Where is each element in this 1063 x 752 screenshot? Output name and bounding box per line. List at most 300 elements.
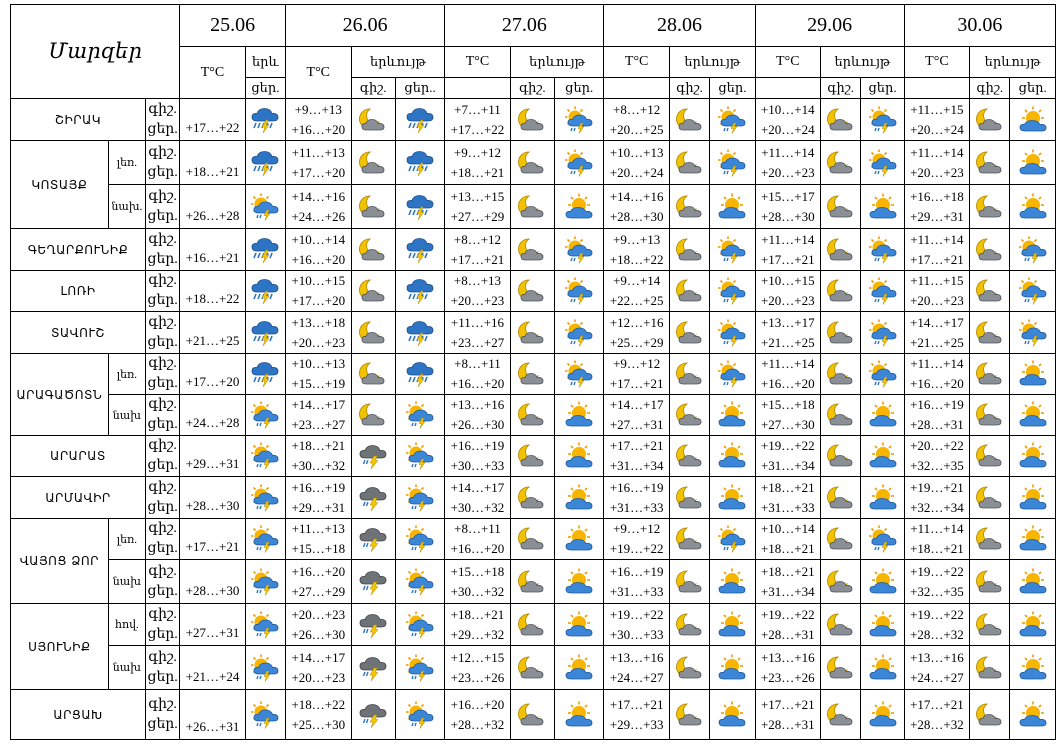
moon-cloud-icon [974, 149, 1006, 177]
night-weather-icon [510, 99, 554, 141]
day-temp-value: +25…+29 [609, 334, 664, 350]
night-temp-value: +8…+13 [453, 273, 502, 288]
day-temp-value: +18…+21 [450, 164, 505, 180]
moon-cloud-icon [516, 654, 548, 682]
day-temperature [180, 185, 245, 229]
night-weather-icon [510, 646, 554, 690]
date-header: 27.06 [445, 5, 604, 47]
night-temp-value: +16…+19 [609, 479, 664, 495]
night-weather-icon [351, 99, 395, 141]
day-temp-value: +20…+23 [760, 293, 815, 308]
moon-cloud-icon [516, 442, 548, 470]
night-weather-icon [510, 604, 554, 646]
moon-cloud-icon [974, 701, 1006, 729]
night-temp-value: +14…+17 [910, 314, 964, 330]
temperature-range [755, 560, 820, 604]
day-weather-icon [555, 519, 604, 560]
day-weather-icon [395, 519, 444, 560]
day-weather-icon [861, 646, 904, 690]
temperature-range [755, 354, 820, 395]
rain-cloud-icon [249, 277, 281, 305]
day-temp-value: +24…+28 [185, 415, 240, 430]
weather-icon [245, 646, 285, 690]
day-temp-value: +29…+31 [291, 499, 346, 515]
day-weather-icon [861, 560, 904, 604]
moon-cloud-icon [825, 525, 857, 553]
day-weather-icon [710, 312, 755, 354]
moon-cloud-icon [825, 568, 857, 596]
day-temp-value: +24…+27 [910, 669, 964, 685]
temperature-range [904, 477, 969, 519]
sun-cloud-icon [563, 484, 595, 512]
temp-header: T°C [180, 47, 245, 99]
time-of-day-labels [146, 354, 180, 395]
day-temp-value: +32…+35 [910, 583, 964, 599]
table-row [11, 185, 1056, 229]
night-label: գիշ. [148, 563, 177, 579]
night-label: գիշ. [148, 606, 177, 622]
night-temp-value: +14…+17 [609, 397, 664, 412]
day-temp-value: +20…+24 [910, 121, 964, 137]
night-temp-value: +11…+16 [450, 314, 505, 330]
temperature-range [904, 519, 969, 560]
region-name: ԱՐԱԳԱԾՈՏՆ [11, 354, 109, 436]
day-temp-value: +24…+27 [609, 669, 664, 685]
day-temperature [180, 519, 245, 560]
phenomenon-header: երևույթ [351, 47, 445, 78]
day-weather-icon [1010, 185, 1056, 229]
day-weather-icon [710, 604, 755, 646]
day-temp-value: +30…+32 [450, 583, 505, 599]
day-temp-value: +24…+26 [291, 208, 346, 224]
day-temp-value: +20…+23 [910, 164, 964, 180]
moon-cloud-icon [516, 401, 548, 429]
day-weather-icon [555, 271, 604, 312]
night-weather-icon [669, 141, 709, 185]
night-weather-icon [821, 354, 861, 395]
day-weather-icon [395, 477, 444, 519]
night-weather-icon [821, 271, 861, 312]
thunder-sun-icon [249, 611, 281, 639]
night-temp-value: +11…+13 [291, 144, 345, 160]
thunder-sun-icon [1017, 236, 1049, 264]
forecast-table [10, 4, 1056, 740]
night-weather-icon [821, 690, 861, 740]
phenomenon-header: երևույթ [669, 47, 755, 78]
temperature-range [755, 99, 820, 141]
sun-cloud-icon [867, 654, 899, 682]
moon-cloud-icon [674, 236, 706, 264]
night-temp-value: +9…+13 [294, 101, 342, 117]
moon-cloud-icon [674, 106, 706, 134]
thunder-cloud-icon [357, 442, 389, 470]
night-temp-value: +10…+15 [760, 273, 815, 288]
thunder-sun-icon [249, 654, 281, 682]
night-weather-icon [669, 436, 709, 477]
day-temp-value: +31…+33 [609, 499, 664, 515]
temperature-range [445, 436, 510, 477]
day-temp-value: +16…+20 [291, 121, 346, 137]
night-temp-value: +17…+21 [910, 696, 964, 712]
temperature-range [604, 395, 669, 436]
night-label: գիշ. [148, 649, 177, 665]
day-temp-value: +31…+34 [760, 458, 815, 473]
night-temp-value: +19…+22 [609, 606, 664, 622]
night-temp-value: +8…+11 [454, 521, 501, 536]
thunder-sun-icon [563, 319, 595, 347]
night-temp-value: +15…+18 [450, 563, 505, 579]
temperature-range [904, 185, 969, 229]
day-weather-icon [1010, 354, 1056, 395]
thunder-sun-icon [404, 484, 436, 512]
temperature-range [286, 99, 351, 141]
region-name: ՏԱՎՈՒՇ [11, 312, 146, 354]
night-temp-value: +10…+14 [760, 521, 815, 536]
day-temp-value: +16…+20 [450, 376, 505, 391]
zone-label: նախ [108, 395, 145, 436]
night-temp-value: +18…+21 [760, 563, 815, 579]
time-of-day-labels [146, 312, 180, 354]
table-row [11, 312, 1056, 354]
night-subheader: գիշ. [351, 78, 395, 99]
table-row [11, 395, 1056, 436]
empty-cell [445, 78, 510, 99]
day-temp-value: +15…+19 [291, 376, 346, 391]
thunder-sun-icon [249, 484, 281, 512]
night-weather-icon [351, 690, 395, 740]
sun-cloud-icon [716, 701, 748, 729]
day-temp-value: +17…+22 [450, 121, 505, 137]
temperature-range [604, 560, 669, 604]
thunder-sun-icon [404, 442, 436, 470]
day-temp-value: +23…+26 [450, 669, 505, 685]
temperature-range [604, 271, 669, 312]
thunder-sun-icon [563, 106, 595, 134]
thunder-sun-icon [716, 525, 748, 553]
night-weather-icon [510, 141, 554, 185]
day-temp-value: +17…+22 [185, 120, 240, 135]
moon-cloud-icon [674, 442, 706, 470]
table-row [11, 560, 1056, 604]
day-weather-icon [395, 354, 444, 395]
night-weather-icon [351, 560, 395, 604]
day-temp-value: +29…+31 [185, 456, 240, 471]
moon-cloud-icon [825, 106, 857, 134]
empty-cell [904, 78, 969, 99]
time-of-day-labels [146, 560, 180, 604]
day-temp-value: +30…+32 [291, 458, 346, 473]
empty-cell [755, 78, 820, 99]
temperature-range [755, 229, 820, 271]
thunder-sun-icon [716, 236, 748, 264]
table-row [11, 519, 1056, 560]
moon-cloud-icon [674, 360, 706, 388]
night-weather-icon [970, 519, 1010, 560]
day-weather-icon [395, 436, 444, 477]
moon-cloud-icon [516, 319, 548, 347]
day-weather-icon [861, 477, 904, 519]
day-weather-icon [1010, 312, 1056, 354]
night-temp-value: +13…+16 [609, 649, 664, 665]
day-weather-icon [555, 185, 604, 229]
temperature-range [904, 646, 969, 690]
day-weather-icon [710, 690, 755, 740]
day-label: ցեր. [147, 121, 178, 137]
day-temp-value: +26…+30 [450, 417, 505, 432]
night-temp-value: +13…+16 [910, 649, 964, 665]
night-temp-value: +13…+16 [450, 397, 505, 412]
sun-cloud-icon [563, 401, 595, 429]
day-temp-value: +28…+32 [450, 716, 505, 732]
sun-cloud-icon [563, 568, 595, 596]
night-temp-value: +11…+13 [291, 521, 345, 536]
time-of-day-labels [146, 519, 180, 560]
time-of-day-labels [146, 604, 180, 646]
temperature-range [286, 519, 351, 560]
weather-icon [245, 690, 285, 740]
day-weather-icon [1010, 395, 1056, 436]
moon-cloud-icon [516, 525, 548, 553]
sun-cloud-icon [867, 442, 899, 470]
moon-cloud-icon [974, 319, 1006, 347]
night-weather-icon [821, 229, 861, 271]
night-label: գիշ. [148, 188, 177, 204]
sun-cloud-icon [563, 442, 595, 470]
rain-cloud-icon [249, 149, 281, 177]
temperature-range [904, 604, 969, 646]
moon-cloud-icon [516, 611, 548, 639]
day-temperature [180, 229, 245, 271]
rain-cloud-icon [404, 193, 436, 221]
temperature-range [445, 690, 510, 740]
night-temp-value: +16…+19 [291, 479, 346, 495]
thunder-sun-icon [716, 277, 748, 305]
night-temp-value: +14…+16 [291, 188, 346, 204]
temperature-range [286, 646, 351, 690]
day-label: ցեր. [147, 164, 178, 180]
temperature-range [445, 99, 510, 141]
day-temperature [180, 271, 245, 312]
night-weather-icon [351, 271, 395, 312]
day-weather-icon [555, 477, 604, 519]
day-temp-value: +18…+22 [185, 291, 240, 306]
date-header: 30.06 [904, 5, 1055, 47]
thunder-sun-icon [249, 193, 281, 221]
day-weather-icon [555, 312, 604, 354]
night-label: գիշ. [148, 696, 177, 712]
time-of-day-labels [146, 395, 180, 436]
zone-label: նախ. [108, 185, 145, 229]
region-name: ԱՐՄԱՎԻՐ [11, 477, 146, 519]
table-row [11, 229, 1056, 271]
night-weather-icon [970, 560, 1010, 604]
night-temp-value: +14…+17 [291, 649, 346, 665]
temperature-range [604, 229, 669, 271]
day-weather-icon [1010, 690, 1056, 740]
night-temp-value: +7…+11 [454, 101, 501, 117]
sun-cloud-icon [1017, 611, 1049, 639]
day-weather-icon [395, 560, 444, 604]
temp-header: T°C [755, 47, 820, 78]
day-weather-icon [555, 354, 604, 395]
moon-cloud-icon [357, 277, 389, 305]
moon-cloud-icon [674, 701, 706, 729]
sun-cloud-icon [716, 654, 748, 682]
night-temp-value: +19…+22 [910, 563, 964, 579]
day-label: ցեր. [147, 458, 178, 473]
night-weather-icon [970, 477, 1010, 519]
night-weather-icon [669, 185, 709, 229]
moon-cloud-icon [674, 568, 706, 596]
temperature-range [604, 185, 669, 229]
day-temp-value: +27…+29 [450, 208, 505, 224]
day-weather-icon [861, 519, 904, 560]
night-temp-value: +11…+15 [910, 101, 964, 117]
day-temp-value: +27…+31 [609, 417, 664, 432]
night-weather-icon [821, 395, 861, 436]
day-subheader: ցեր. [861, 78, 904, 99]
temperature-range [286, 271, 351, 312]
night-temp-value: +11…+14 [761, 231, 815, 247]
temperature-range [755, 395, 820, 436]
rain-cloud-icon [404, 277, 436, 305]
sun-cloud-icon [1017, 193, 1049, 221]
night-weather-icon [970, 312, 1010, 354]
day-temp-value: +20…+25 [609, 121, 664, 137]
temperature-range [286, 560, 351, 604]
sun-cloud-icon [1017, 106, 1049, 134]
weather-icon [245, 477, 285, 519]
day-temp-value: +26…+31 [185, 719, 240, 734]
moon-cloud-icon [825, 442, 857, 470]
night-weather-icon [669, 477, 709, 519]
night-weather-icon [510, 519, 554, 560]
day-temp-value: +30…+32 [450, 499, 505, 515]
temperature-range [286, 312, 351, 354]
time-of-day-labels [146, 229, 180, 271]
night-temp-value: +20…+22 [910, 438, 964, 453]
weather-icon [245, 312, 285, 354]
zone-label: լեռ. [108, 141, 145, 185]
day-weather-icon [710, 519, 755, 560]
temperature-range [604, 646, 669, 690]
temperature-range [755, 604, 820, 646]
night-weather-icon [351, 477, 395, 519]
sun-cloud-icon [1017, 654, 1049, 682]
night-weather-icon [669, 690, 709, 740]
moon-cloud-icon [825, 319, 857, 347]
weather-icon [245, 604, 285, 646]
rain-cloud-icon [404, 106, 436, 134]
night-temp-value: +17…+21 [609, 696, 664, 712]
time-of-day-labels [146, 99, 180, 141]
day-temperature [180, 312, 245, 354]
temperature-range [755, 646, 820, 690]
day-weather-icon [710, 646, 755, 690]
temperature-range [286, 395, 351, 436]
temperature-range [904, 436, 969, 477]
sun-cloud-icon [867, 193, 899, 221]
day-weather-icon [861, 604, 904, 646]
zone-label: նախ [108, 646, 145, 690]
night-temp-value: +19…+22 [910, 606, 964, 622]
thunder-sun-icon [1017, 277, 1049, 305]
sun-cloud-icon [716, 484, 748, 512]
day-temp-value: +28…+31 [760, 716, 815, 732]
day-weather-icon [861, 436, 904, 477]
rain-cloud-icon [249, 319, 281, 347]
temperature-range [286, 436, 351, 477]
night-temp-value: +15…+18 [760, 397, 815, 412]
zone-label: նախ [108, 560, 145, 604]
thunder-sun-icon [404, 654, 436, 682]
night-weather-icon [821, 99, 861, 141]
night-weather-icon [669, 99, 709, 141]
day-temp-value: +16…+20 [910, 376, 964, 391]
day-temp-value: +17…+21 [760, 251, 815, 267]
day-weather-icon [710, 141, 755, 185]
day-weather-icon [710, 395, 755, 436]
moon-cloud-icon [974, 568, 1006, 596]
day-temp-value: +23…+27 [450, 334, 505, 350]
day-temp-value: +31…+33 [760, 499, 815, 515]
night-temp-value: +11…+14 [910, 231, 964, 247]
day-subheader: ցեր. [245, 78, 285, 99]
night-temp-value: +14…+16 [609, 188, 664, 204]
moon-cloud-icon [825, 611, 857, 639]
day-temperature [180, 560, 245, 604]
day-weather-icon [555, 604, 604, 646]
day-temp-value: +18…+21 [760, 541, 815, 556]
day-weather-icon [710, 560, 755, 604]
night-weather-icon [669, 354, 709, 395]
moon-cloud-icon [974, 360, 1006, 388]
night-temp-value: +19…+21 [910, 479, 964, 495]
sun-cloud-icon [867, 611, 899, 639]
day-temp-value: +16…+20 [291, 251, 346, 267]
day-temp-value: +17…+21 [609, 376, 664, 391]
day-temp-value: +18…+21 [185, 164, 240, 179]
temperature-range [286, 141, 351, 185]
night-weather-icon [970, 271, 1010, 312]
temperature-range [904, 560, 969, 604]
temperature-range [904, 99, 969, 141]
temperature-range [604, 312, 669, 354]
moon-cloud-icon [357, 149, 389, 177]
moon-cloud-icon [516, 106, 548, 134]
region-name: ՇԻՐԱԿ [11, 99, 146, 141]
day-temp-value: +27…+31 [185, 625, 240, 640]
night-temp-value: +16…+20 [291, 563, 346, 579]
moon-cloud-icon [674, 277, 706, 305]
temperature-range [604, 354, 669, 395]
night-temp-value: +16…+19 [910, 397, 964, 412]
day-label: ցեր. [147, 417, 178, 432]
thunder-sun-icon [404, 401, 436, 429]
thunder-cloud-icon [357, 701, 389, 729]
sun-cloud-icon [716, 193, 748, 221]
day-weather-icon [710, 271, 755, 312]
day-temp-value: +32…+35 [910, 458, 964, 473]
weather-icon [245, 354, 285, 395]
phenomenon-header: երևույթ [821, 47, 905, 78]
temperature-range [445, 604, 510, 646]
day-weather-icon [1010, 604, 1056, 646]
night-temp-value: +11…+14 [910, 521, 964, 536]
temperature-range [445, 229, 510, 271]
night-label: գիշ. [148, 521, 177, 536]
day-temp-value: +20…+24 [609, 164, 664, 180]
